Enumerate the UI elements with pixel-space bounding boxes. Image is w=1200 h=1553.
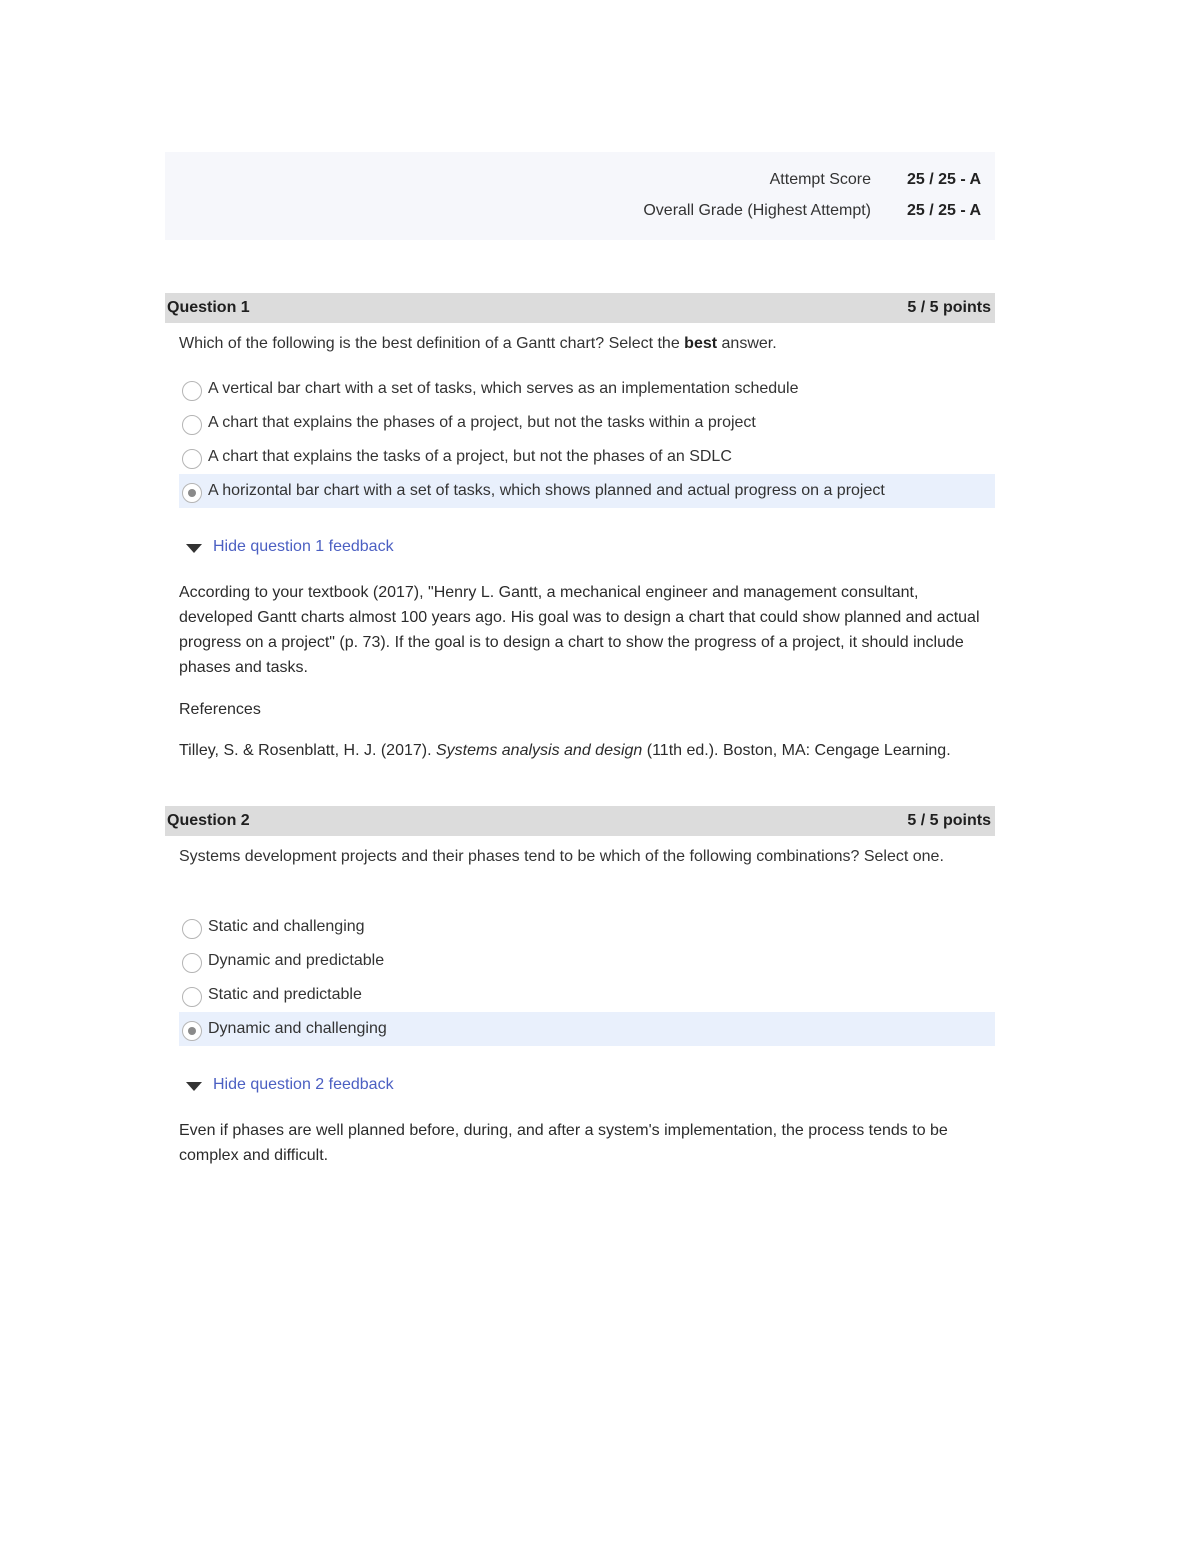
question-1-title: Question 1	[167, 299, 250, 316]
references-heading: References	[179, 701, 261, 718]
question-1-option-2[interactable]	[179, 406, 995, 440]
radio-button[interactable]	[182, 987, 202, 1007]
option-label: Dynamic and predictable	[208, 952, 385, 969]
citation-part: (11th ed.). Boston, MA: Cengage Learning.	[642, 742, 951, 759]
question-1-header	[165, 293, 995, 323]
radio-button-selected[interactable]	[182, 1021, 202, 1041]
overall-grade-row	[643, 199, 995, 223]
radio-button[interactable]	[182, 415, 202, 435]
option-label: A chart that explains the phases of a project, but not the tasks within a project	[208, 414, 756, 431]
question-2-option-1[interactable]	[179, 910, 995, 944]
question-1-option-4[interactable]	[179, 474, 995, 508]
radio-button[interactable]	[182, 449, 202, 469]
option-label: A chart that explains the tasks of a project, but not the phases of an SDLC	[208, 448, 732, 465]
question-1-option-1[interactable]	[179, 372, 995, 406]
option-label: Static and challenging	[208, 918, 365, 935]
radio-button[interactable]	[182, 919, 202, 939]
question-2-header	[165, 806, 995, 836]
radio-button[interactable]	[182, 381, 202, 401]
question-2-option-3[interactable]	[179, 978, 995, 1012]
question-2-points: 5 / 5 points	[907, 812, 991, 829]
overall-grade-label: Overall Grade (Highest Attempt)	[643, 202, 871, 219]
question-2-option-4[interactable]	[179, 1012, 995, 1046]
question-1-text-part: answer.	[717, 335, 777, 352]
attempt-score-row	[770, 168, 995, 192]
radio-button-selected[interactable]	[182, 483, 202, 503]
question-1-option-3[interactable]	[179, 440, 995, 474]
question-2-feedback-toggle[interactable]	[186, 1073, 394, 1097]
question-1-feedback-text: According to your textbook (2017), "Henry L. Gantt, a mechanical engineer and management consultant, developed Gantt charts almost 100 years ago. His goal was to design a chart that could show planned and actual progress on a project" (p. 73). If the goal is to design a chart to show the progress of a project, it should include phases and tasks.	[179, 584, 980, 676]
attempt-score-label: Attempt Score	[769, 171, 871, 188]
question-2-text: Systems development projects and their phases tend to be which of the following combinations? Select one.	[179, 848, 944, 865]
attempt-score-value: 25 / 25 - A	[907, 171, 982, 188]
citation-part: Tilley, S. & Rosenblatt, H. J. (2017).	[179, 742, 436, 759]
question-1-feedback-toggle[interactable]	[186, 535, 394, 559]
feedback-toggle-label[interactable]: Hide question 2 feedback	[213, 1076, 394, 1093]
question-1-text	[179, 331, 979, 356]
question-1-points: 5 / 5 points	[907, 299, 991, 316]
option-label: A vertical bar chart with a set of tasks, which serves as an implementation schedule	[208, 380, 799, 397]
overall-grade-value: 25 / 25 - A	[907, 202, 982, 219]
question-2-option-2[interactable]	[179, 944, 995, 978]
citation-title: Systems analysis and design	[435, 742, 643, 759]
option-label: Dynamic and challenging	[208, 1020, 387, 1037]
caret-down-icon	[186, 1082, 202, 1091]
reference-citation	[179, 738, 999, 763]
caret-down-icon	[186, 544, 202, 553]
question-2-title: Question 2	[167, 812, 250, 829]
option-label: A horizontal bar chart with a set of tasks, which shows planned and actual progress on a project	[208, 482, 885, 499]
score-summary	[165, 152, 995, 240]
question-1-text-emphasis: best	[684, 335, 718, 352]
feedback-toggle-label[interactable]: Hide question 1 feedback	[213, 538, 394, 555]
option-label: Static and predictable	[208, 986, 362, 1003]
radio-button[interactable]	[182, 953, 202, 973]
question-1-text-part: Which of the following is the best definition of a Gantt chart? Select the	[179, 335, 685, 352]
question-2-feedback-text: Even if phases are well planned before, during, and after a system's implementation, the process tends to be complex and difficult.	[179, 1122, 948, 1164]
